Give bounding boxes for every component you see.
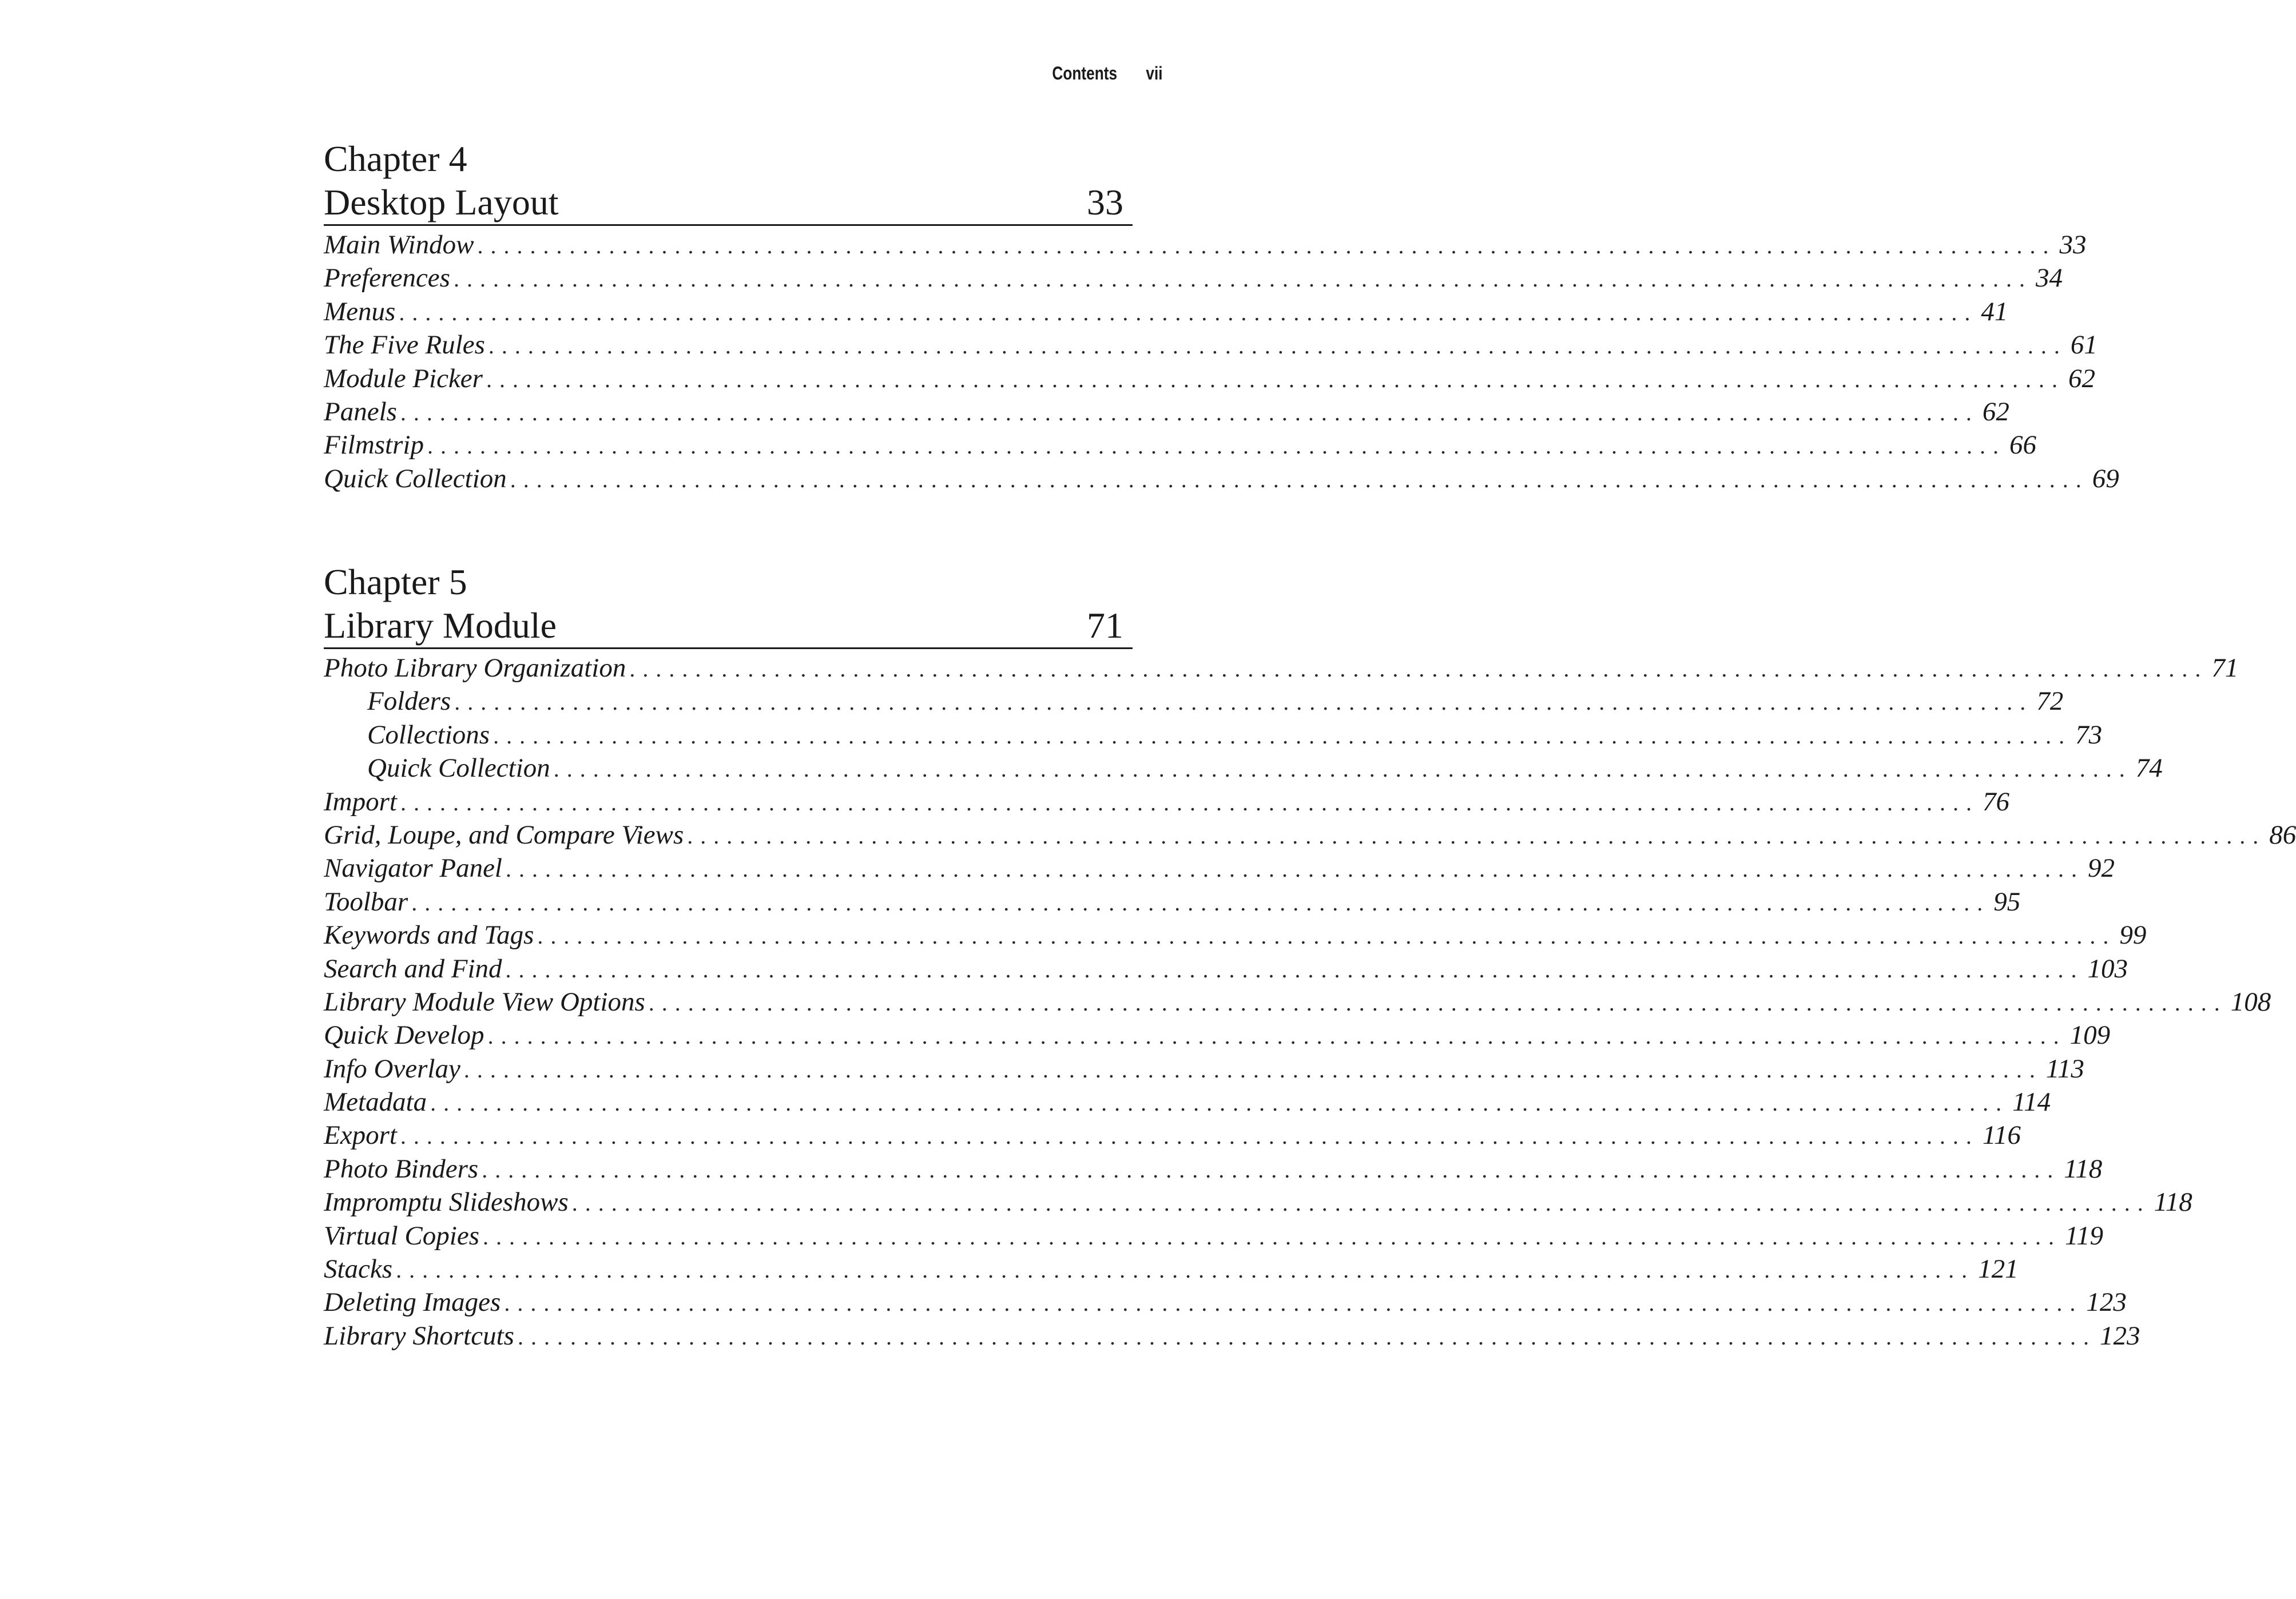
toc-entry-title: Quick Develop: [324, 1020, 484, 1051]
dot-leader: ........................................................................................................................: [648, 989, 2227, 1016]
dot-leader: ........................................................................................................................: [517, 1323, 2096, 1350]
dot-leader: ........................................................................................................................: [400, 1123, 1979, 1149]
running-head-title: Contents: [1052, 63, 1118, 83]
toc-entry-title: Keywords and Tags: [324, 920, 534, 950]
toc-entry-page-number: 99: [2119, 920, 2147, 950]
dot-leader: ........................................................................................................................: [487, 1023, 2067, 1049]
toc-entry[interactable]: [324, 718, 2103, 751]
chapter-page-number: 71: [1087, 605, 1123, 646]
toc-entry[interactable]: [324, 362, 2095, 395]
toc-entry-title: Module Picker: [324, 363, 483, 393]
toc-entry-page-number: 66: [2009, 430, 2036, 460]
toc-entry[interactable]: [324, 651, 2239, 685]
chapter-label: Chapter 4: [324, 138, 467, 179]
dot-leader: ........................................................................................................................: [483, 1223, 2061, 1250]
toc-entry-page-number: 33: [2059, 230, 2087, 260]
toc-entry[interactable]: [324, 1052, 2084, 1085]
toc-entry-page-number: 119: [2065, 1220, 2104, 1251]
chapter-section: [324, 137, 2119, 495]
toc-entry[interactable]: [324, 295, 2008, 328]
toc-entry-page-number: 73: [2075, 719, 2103, 750]
dot-leader: ........................................................................................................................: [453, 266, 2032, 292]
toc-entry[interactable]: [324, 462, 2119, 495]
dot-leader: ........................................................................................................................: [504, 1290, 2083, 1316]
toc-entry-title: The Five Rules: [324, 330, 485, 360]
dot-leader: ........................................................................................................................: [687, 822, 2266, 849]
toc-entry[interactable]: [324, 918, 2147, 952]
toc-entry-title: Folders: [367, 686, 451, 717]
toc-entry-page-number: 118: [2154, 1187, 2192, 1218]
toc-entry-title: Menus: [324, 296, 396, 327]
dot-leader: ........................................................................................................................: [553, 756, 2132, 782]
toc-entry-title: Info Overlay: [324, 1053, 460, 1084]
dot-leader: ........................................................................................................................: [488, 333, 2067, 359]
toc-entry-page-number: 62: [1982, 396, 2009, 427]
toc-entry-page-number: 92: [2088, 853, 2115, 884]
chapter-section: [324, 560, 2296, 1353]
dot-leader: ........................................................................................................................: [400, 789, 1979, 816]
toc-entry[interactable]: [324, 852, 2115, 885]
chapter-heading: [324, 604, 1133, 649]
dot-leader: ........................................................................................................................: [506, 856, 2084, 882]
toc-entry-title: Virtual Copies: [324, 1220, 479, 1251]
toc-entry[interactable]: [324, 785, 2009, 818]
toc-entry[interactable]: [324, 328, 2098, 361]
toc-entry-title: Library Module View Options: [324, 987, 645, 1017]
dot-leader: ........................................................................................................................: [430, 1090, 2009, 1116]
page-number: vii: [1146, 63, 1163, 83]
toc-entry-title: Photo Binders: [324, 1153, 479, 1184]
dot-leader: ........................................................................................................................: [427, 433, 2006, 459]
toc-entry-title: Panels: [324, 396, 397, 427]
toc-entry-page-number: 95: [1993, 886, 2021, 917]
toc-entry[interactable]: [324, 261, 2063, 295]
toc-entry-page-number: 123: [2086, 1287, 2127, 1318]
toc-entry-page-number: 74: [2135, 753, 2163, 783]
toc-entry-page-number: 61: [2070, 330, 2098, 360]
toc-entry-page-number: 86: [2269, 820, 2296, 850]
toc-entry[interactable]: [324, 1252, 2019, 1286]
dot-leader: ........................................................................................................................: [477, 233, 2056, 258]
toc-entry-page-number: 69: [2092, 463, 2119, 494]
toc-entry-title: Metadata: [324, 1087, 427, 1117]
toc-entry[interactable]: [324, 228, 2087, 261]
chapter-title[interactable]: Desktop Layout: [324, 182, 559, 222]
toc-entry-page-number: 121: [1978, 1254, 2019, 1284]
toc-entry-title: Library Shortcuts: [324, 1320, 514, 1351]
toc-entry[interactable]: [324, 885, 2021, 918]
toc-entry-title: Quick Collection: [367, 753, 550, 783]
dot-leader: ........................................................................................................................: [454, 689, 2033, 715]
chapter-label: Chapter 5: [324, 562, 467, 602]
dot-leader: ........................................................................................................................: [399, 299, 1978, 325]
dot-leader: ........................................................................................................................: [400, 399, 1979, 425]
toc-entry-title: Photo Library Organization: [324, 653, 626, 683]
toc-entry-title: Filmstrip: [324, 430, 424, 460]
toc-entry-list: [324, 228, 2119, 495]
dot-leader: ........................................................................................................................: [486, 366, 2065, 392]
toc-entry[interactable]: [324, 428, 2036, 462]
dot-leader: ........................................................................................................................: [396, 1257, 1975, 1283]
toc-entry-title: Impromptu Slideshows: [324, 1187, 569, 1218]
toc-entry[interactable]: [324, 1152, 2103, 1186]
toc-entry[interactable]: [324, 685, 2064, 718]
toc-entry[interactable]: [324, 1319, 2140, 1353]
toc-entry-title: Stacks: [324, 1254, 393, 1284]
toc-entry[interactable]: [324, 952, 2128, 985]
chapter-title[interactable]: Library Module: [324, 605, 557, 646]
dot-leader: ........................................................................................................................: [510, 466, 2089, 492]
toc-entry-page-number: 41: [1981, 296, 2008, 327]
toc-entry[interactable]: [324, 1286, 2127, 1319]
toc-entry-page-number: 118: [2064, 1153, 2103, 1184]
toc-entry[interactable]: [324, 818, 2296, 852]
toc-entry-page-number: 123: [2099, 1320, 2140, 1351]
toc-entry-title: Main Window: [324, 230, 474, 260]
toc-entry-title: Toolbar: [324, 886, 408, 917]
toc-entry-title: Deleting Images: [324, 1287, 501, 1318]
toc-entry-title: Quick Collection: [324, 463, 507, 494]
dot-leader: ........................................................................................................................: [537, 923, 2116, 949]
toc-entry-page-number: 109: [2069, 1020, 2111, 1051]
toc-entry-page-number: 113: [2045, 1053, 2084, 1084]
toc-entry-page-number: 72: [2036, 686, 2064, 717]
toc-entry[interactable]: [324, 1186, 2192, 1219]
running-head: [972, 63, 1165, 92]
toc-entry-title: Navigator Panel: [324, 853, 502, 884]
toc-entry[interactable]: [324, 1019, 2111, 1052]
toc-entry-title: Export: [324, 1120, 397, 1151]
toc-entry-page-number: 103: [2087, 953, 2128, 984]
toc-entry-title: Search and Find: [324, 953, 502, 984]
toc-entry[interactable]: [324, 751, 2163, 785]
toc-entry-title: Collections: [367, 719, 490, 750]
toc-entry[interactable]: [324, 1219, 2104, 1252]
dot-leader: ........................................................................................................................: [493, 722, 2072, 749]
toc-entry-page-number: 76: [1982, 786, 2009, 817]
chapter-heading: [324, 181, 1133, 226]
dot-leader: ........................................................................................................................: [482, 1156, 2061, 1183]
toc-entry-page-number: 34: [2035, 263, 2063, 293]
toc-entry-page-number: 71: [2211, 653, 2239, 683]
dot-leader: ........................................................................................................................: [505, 956, 2084, 983]
toc-entry[interactable]: [324, 985, 2271, 1019]
toc-entry-title: Grid, Loupe, and Compare Views: [324, 820, 684, 850]
chapter-page-number: 33: [1087, 182, 1123, 222]
toc-entry-title: Import: [324, 786, 397, 817]
dot-leader: ........................................................................................................................: [571, 1190, 2151, 1216]
dot-leader: ........................................................................................................................: [629, 656, 2208, 682]
toc-entry-page-number: 114: [2012, 1087, 2051, 1117]
dot-leader: ........................................................................................................................: [463, 1056, 2043, 1083]
toc-entry-page-number: 62: [2068, 363, 2095, 393]
toc-entry[interactable]: [324, 1119, 2021, 1152]
toc-entry[interactable]: [324, 395, 2009, 428]
toc-entry-title: Preferences: [324, 263, 450, 293]
toc-entry-page-number: 108: [2230, 987, 2271, 1017]
toc-entry[interactable]: [324, 1085, 2051, 1119]
toc-entry-page-number: 116: [1982, 1120, 2021, 1151]
toc-entry-list: [324, 651, 2296, 1353]
dot-leader: ........................................................................................................................: [411, 889, 1991, 916]
